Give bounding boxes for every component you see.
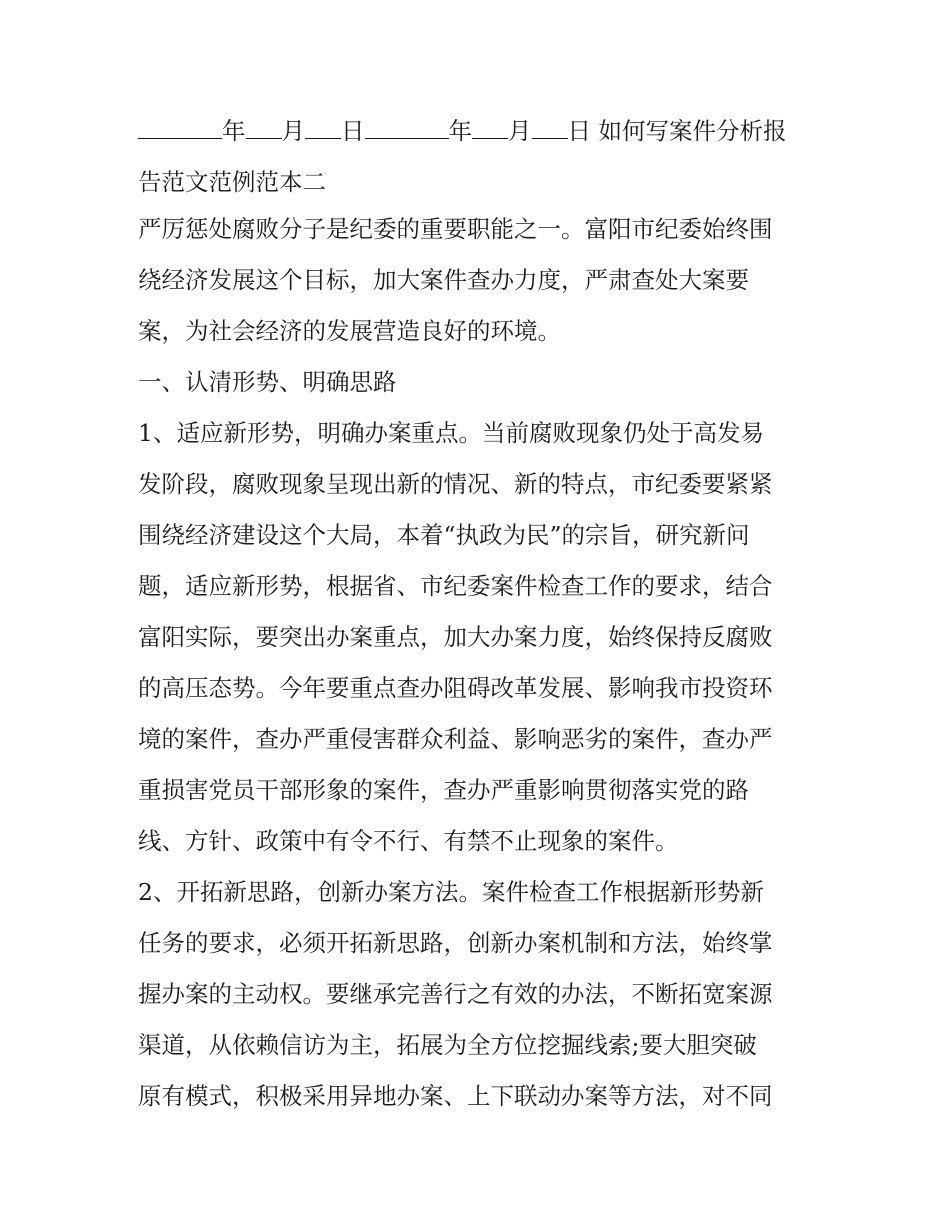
body-line: 渠道，从依赖信访为主，拓展为全方位挖掘线索;要大胆突破	[138, 1031, 757, 1059]
day-blank	[305, 114, 341, 139]
month-blank	[246, 114, 282, 139]
body-line: 1、适应新形势，明确办案重点。当前腐败现象仍处于高发易	[138, 419, 764, 447]
day-unit: 日	[341, 117, 365, 145]
year-unit-2: 年	[448, 117, 472, 145]
body-line: 重损害党员干部形象的案件，查办严重影响贯彻落实党的路	[138, 776, 749, 804]
document-body	[138, 106, 818, 1122]
day-unit-2: 日	[567, 117, 591, 145]
body-line: 发阶段，腐败现象呈现出新的情况、新的特点，市纪委要紧紧	[138, 470, 773, 498]
month-unit: 月	[281, 117, 305, 145]
body-line: 的高压态势。今年要重点查办阻碍改革发展、影响我市投资环	[138, 674, 773, 702]
year-blank	[138, 114, 222, 139]
body-line: 线、方针、政策中有令不行、有禁不止现象的案件。	[138, 827, 679, 855]
body-line: 任务的要求，必须开拓新思路，创新办案机制和方法，始终掌	[138, 929, 773, 957]
body-line: 围绕经济建设这个大局，本着“执政为民”的宗旨，研究新问	[138, 521, 750, 549]
body-line: 境的案件，查办严重侵害群众利益、影响恶劣的案件，查办严	[138, 725, 773, 753]
body-line: 案，为社会经济的发展营造良好的环境。	[138, 317, 561, 345]
year-blank-2	[365, 114, 449, 139]
body-line: 握办案的主动权。要继承完善行之有效的办法，不断拓宽案源	[138, 980, 773, 1008]
date-title-line	[138, 106, 818, 157]
body-line: 题，适应新形势，根据省、市纪委案件检查工作的要求，结合	[138, 572, 773, 600]
year-unit: 年	[222, 117, 246, 145]
body-line: 严厉惩处腐败分子是纪委的重要职能之一。富阳市纪委始终围	[138, 215, 773, 243]
body-line: 原有模式，积极采用异地办案、上下联动办案等方法，对不同	[138, 1082, 773, 1110]
body-line: 2、开拓新思路，创新办案方法。案件检查工作根据新形势新	[138, 878, 764, 906]
document-title-part2: 告范文范例范本二	[138, 168, 326, 196]
month-unit-2: 月	[508, 117, 532, 145]
day-blank-2	[532, 114, 568, 139]
section-heading: 一、认清形势、明确思路	[138, 368, 397, 396]
body-line: 绕经济发展这个目标，加大案件查办力度，严肃查处大案要	[138, 266, 749, 294]
body-line: 富阳实际，要突出办案重点，加大办案力度，始终保持反腐败	[138, 623, 773, 651]
document-title-line-2	[138, 157, 818, 204]
month-blank-2	[472, 114, 508, 139]
document-title-part1: 如何写案件分析报	[591, 117, 787, 145]
